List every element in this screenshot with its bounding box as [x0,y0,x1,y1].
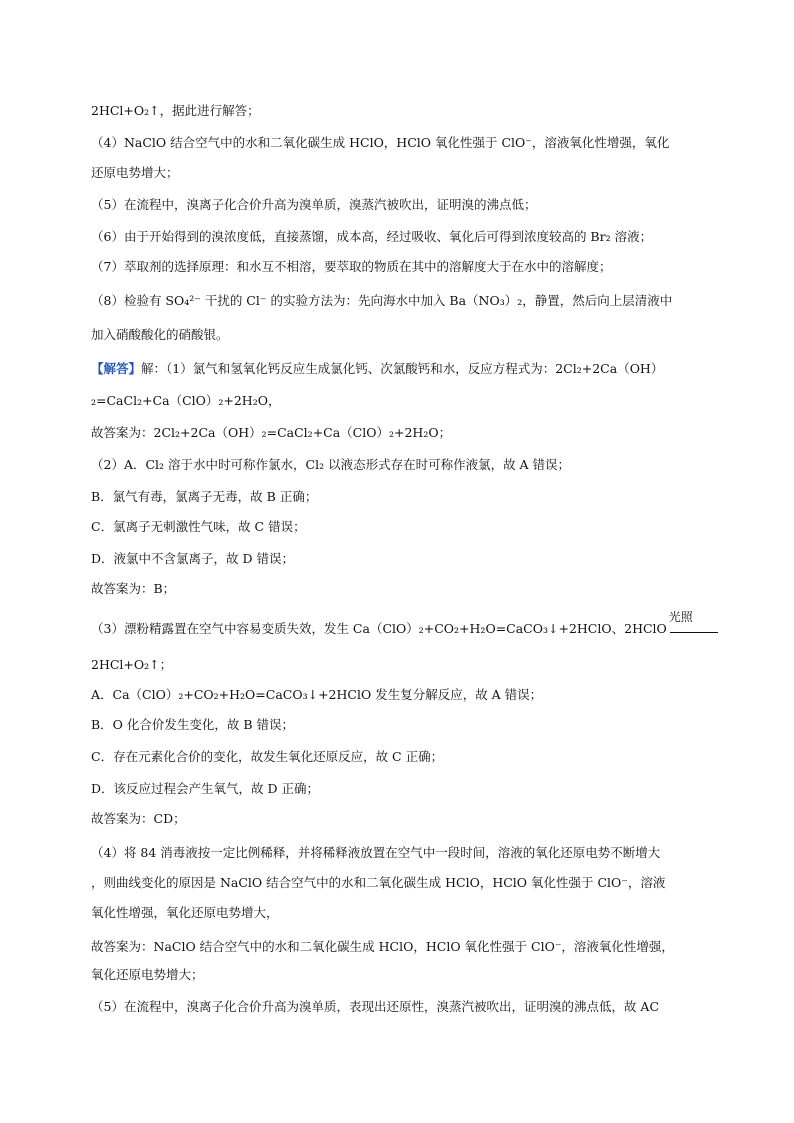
text-line: B．O 化合价发生变化，故 B 错误； [91,717,295,732]
text-line: 故答案为：2Cl₂+2Ca（OH）₂=CaCl₂+Ca（ClO）₂+2H₂O； [91,425,452,440]
text-line: 2HCl+O₂↑，据此进行解答； [91,103,260,118]
text-line: C．存在元素化合价的变化，故发生氧化还原反应，故 C 正确； [91,749,444,764]
text-line: 故答案为：B； [91,581,176,596]
reaction-bar [670,626,718,633]
text-line: 故答案为：NaClO 结合空气中的水和二氧化碳生成 HClO，HClO 氧化性强于 ClO⁻，溶液氧化性增强， [91,939,674,954]
text-line: 加入硝酸酸化的硝酸银。 [91,327,229,342]
text-line: 故答案为：CD； [91,811,186,826]
text-line: D．该反应过程会产生氧气，故 D 正确； [91,781,319,796]
text-line: B．氯气有毒，氯离子无毒，故 B 正确； [91,489,318,504]
text-line: （5）在流程中，溴离子化合价升高为溴单质，表现出还原性，溴蒸汽被吹出，证明溴的沸点低，故 AC [91,999,660,1014]
equation-line [91,610,718,638]
text-line: （2）A．Cl₂ 溶于水中时可称作氯水，Cl₂ 以液态形式存在时可称作液氯，故 A 错误； [91,457,571,472]
text-line: 2HCl+O₂↑； [91,657,173,672]
text-line: C．氯离子无刺激性气味，故 C 错误； [91,519,306,534]
light-label: 光照 [668,610,693,624]
text-line: ，则曲线变化的原因是 NaClO 结合空气中的水和二氧化碳生成 HClO，HClO 氧化性强于 ClO⁻，溶液 [91,875,666,890]
text-line: （7）萃取剂的选择原理：和水互不相溶，要萃取的物质在其中的溶解度大于在水中的溶解度； [91,259,612,274]
text-line: （6）由于开始得到的溴浓度低，直接蒸馏，成本高，经过吸收、氧化后可得到浓度较高的 Br₂ 溶液； [91,229,653,244]
text-line: ₂=CaCl₂+Ca（ClO）₂+2H₂O， [91,393,281,408]
text-line: 还原电势增大； [91,165,179,180]
text-line: （8）检验有 SO₄²⁻ 干扰的 Cl⁻ 的实验方法为：先向海水中加入 Ba（NO₃）₂，静置，然后向上层清液中 [91,293,673,308]
text-line: 氧化性增强，氧化还原电势增大， [91,905,279,920]
light-condition-arrow [667,610,718,638]
text-line: （5）在流程中，溴离子化合价升高为溴单质，溴蒸汽被吹出，证明溴的沸点低； [91,197,537,212]
text-line: （4）NaClO 结合空气中的水和二氧化碳生成 HClO，HClO 氧化性强于 ClO⁻，溶液氧化性增强，氧化 [91,135,670,150]
text-line: （3）漂粉精露置在空气中容易变质失效，发生 Ca（ClO）₂+CO₂+H₂O=CaCO₃↓+2HClO、2HClO [91,621,667,636]
text-line: A．Ca（ClO）₂+CO₂+H₂O=CaCO₃↓+2HClO 发生复分解反应，故 A 错误； [91,687,543,702]
text-line: （4）将 84 消毒液按一定比例稀释，并将稀释液放置在空气中一段时间，溶液的氧化还原电势不断增大 [91,845,661,860]
answer-tag: 【解答】 [91,361,142,376]
text-line: 解：（1）氯气和氢氧化钙反应生成氯化钙、次氯酸钙和水，反应方程式为：2Cl₂+2Ca（OH） [141,361,664,376]
text-line: D．液氯中不含氯离子，故 D 错误； [91,551,294,566]
answer-heading-line [91,360,663,378]
text-line: 氧化还原电势增大； [91,967,204,982]
